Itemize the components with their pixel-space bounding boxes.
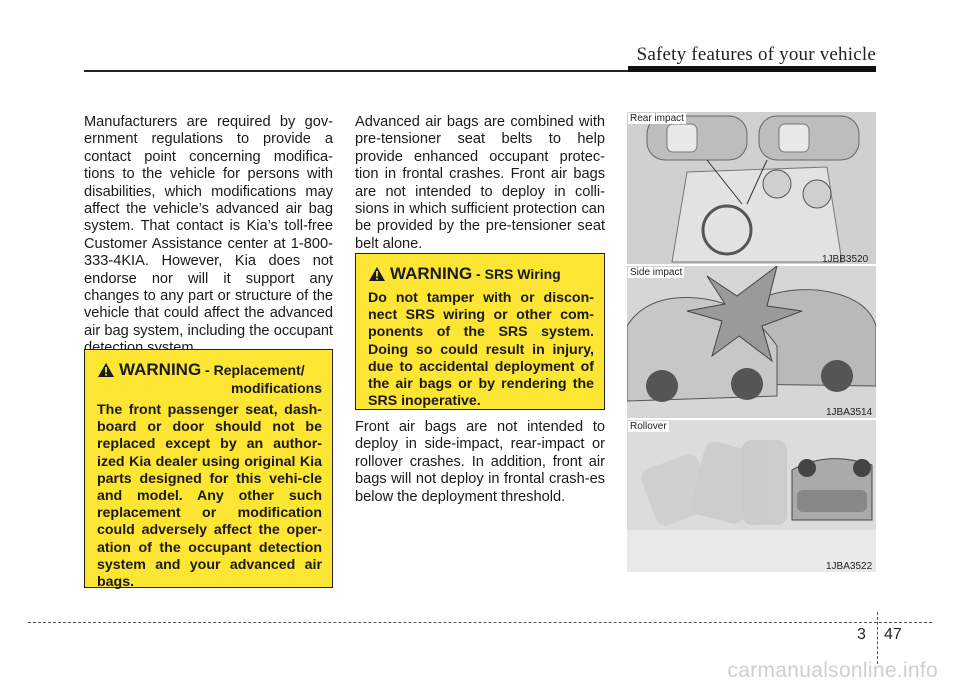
figure-code: 1JBA3522 [826, 561, 873, 572]
rear-impact-illustration [627, 112, 876, 264]
page-header-title: Safety features of your vehicle [636, 44, 876, 65]
figure-code: 1JBA3514 [826, 407, 873, 418]
warning-body: The front passenger seat, dash-board or door should not be replaced except by an author-ized Kia dealer using original Kia parts designed for this vehi-cle and model. Any other such replacement or modification could adversely affect the oper-ation of the occupant detection system and your advanced air bags. [97, 402, 322, 591]
section-number: 3 [857, 626, 866, 643]
figure-label: Rear impact [630, 113, 684, 124]
warning-box-replacement [84, 349, 333, 591]
warning-heading [85, 350, 332, 396]
figure-rollover [627, 420, 876, 572]
figure-code: 1JBB3520 [822, 254, 869, 265]
rollover-illustration [627, 420, 876, 572]
figure-rear-impact [627, 112, 876, 264]
warning-triangle-icon [97, 362, 115, 378]
warning-triangle-icon [368, 266, 386, 282]
warning-heading [356, 254, 604, 284]
warning-label: WARNING [390, 264, 473, 283]
warning-box-srs-wiring [355, 253, 605, 410]
header-rule-accent [628, 66, 876, 72]
warning-subtitle: - Replacement/ [201, 362, 305, 378]
body-paragraph-front-airbags: Front air bags are not intended to deploy in side-impact, rear-impact or rollover crashes. In addition, front air bags will not deploy in frontal crash-es below the deployment threshold. [355, 419, 605, 505]
footer-divider [877, 612, 878, 664]
body-paragraph-pretensioner: Advanced air bags are combined with pre-tensioner seat belts to help provide enhanced occupant protec-tion in frontal crashes. Front air bags are not intended to deploy in colli-sions in which sufficient protection can be provided by the pre-tensioner seat belt alone. [355, 114, 605, 252]
figure-label: Rollover [630, 421, 667, 432]
warning-subtitle: - SRS Wiring [472, 266, 561, 282]
footer-rule [28, 622, 932, 623]
side-impact-illustration [627, 266, 876, 418]
watermark: carmanualsonline.info [727, 659, 938, 682]
warning-subtitle-cont: modifications [230, 380, 322, 396]
figure-label: Side impact [630, 267, 683, 278]
page-number: 47 [884, 626, 902, 643]
warning-body: Do not tamper with or discon-nect SRS wiring or other com-ponents of the SRS system. Doing so could result in injury, due to accidental deployment of the air bags or by rendering the SRS inoperative. [368, 290, 594, 410]
figure-side-impact [627, 266, 876, 418]
warning-label: WARNING [119, 360, 202, 379]
body-paragraph-modifications: Manufacturers are required by gov-ernment regulations to provide a contact point concerning modifica-tions to the vehicle for persons with disabilities, which modifications may affect the vehicle’s advanced air bag system. That contact is Kia’s toll-free Customer Assistance center at 1-800-333-4KIA. However, Kia does not endorse nor will it support any changes to any part or structure of the vehicle that could affect the advanced air bag system, including the occupant [84, 114, 333, 339]
